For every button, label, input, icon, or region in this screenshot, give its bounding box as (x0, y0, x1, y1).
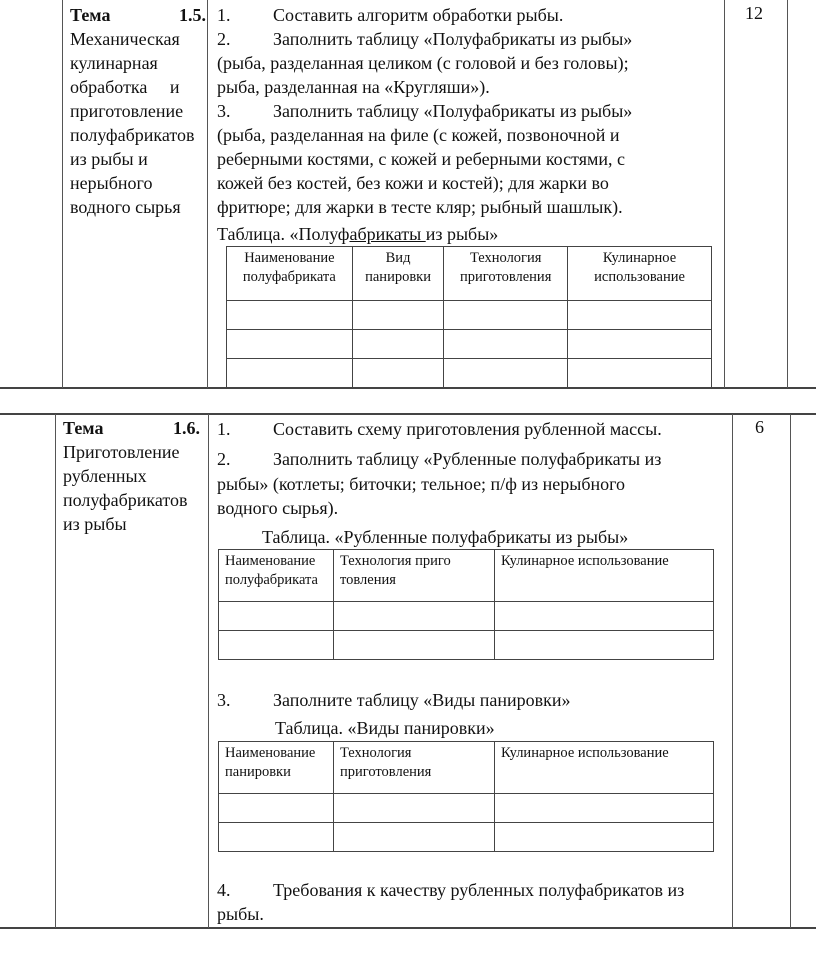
topic-label: Тема (63, 418, 104, 438)
topic-line: Механическая (70, 29, 180, 49)
header-text: товления (340, 572, 396, 588)
column-header (334, 742, 495, 794)
task-text: фритюре; для жарки в тесте кляр; рыбный шашлык). (217, 197, 623, 217)
task-number: 3. (217, 101, 231, 121)
breading-types-table (218, 741, 714, 852)
task-2-cont: водного сырья). (217, 498, 339, 518)
table-cell[interactable] (227, 301, 353, 330)
topic-line: нерыбного (70, 173, 153, 193)
column-header (352, 247, 444, 301)
header-text: приготовления (460, 269, 552, 285)
task-list (217, 3, 632, 219)
column-header (219, 742, 334, 794)
table-cell[interactable] (495, 602, 714, 631)
header-text: полуфабриката (225, 572, 318, 588)
table-cell[interactable] (334, 794, 495, 823)
header-text: полуфабриката (242, 269, 336, 285)
topic-1-5 (70, 3, 206, 219)
table-cell[interactable] (495, 631, 714, 660)
table-cell[interactable] (444, 330, 568, 359)
header-text: использование (594, 269, 685, 285)
column-divider (207, 0, 208, 388)
header-text: Наименование (244, 250, 335, 266)
topic-line: водного сырья (70, 197, 181, 217)
row-divider (0, 413, 816, 415)
header-text: панировки (365, 269, 431, 285)
topic-line: полуфабрикатов (70, 125, 195, 145)
column-divider (732, 414, 733, 928)
column-divider (787, 0, 788, 388)
semi-products-table (226, 246, 712, 388)
task-line (217, 3, 632, 27)
task-line (217, 147, 632, 171)
task-text: реберными костями, с кожей и реберными костями, с (217, 149, 626, 169)
table-cell[interactable] (352, 301, 444, 330)
column-divider (62, 0, 63, 388)
chopped-semi-products-table (218, 549, 714, 660)
column-divider (790, 414, 791, 928)
table-cell[interactable] (568, 359, 712, 388)
topic-line: кулинарная (70, 53, 158, 73)
topic-line: из рыбы (63, 514, 127, 534)
table-cell[interactable] (568, 330, 712, 359)
header-text: Технология (469, 250, 542, 266)
table-cell[interactable] (334, 631, 495, 660)
topic-line: обработка и (70, 77, 180, 97)
table-cell[interactable] (219, 823, 334, 852)
task-line (217, 75, 632, 99)
table-cell[interactable] (568, 301, 712, 330)
table-cell[interactable] (219, 631, 334, 660)
task-text: (рыба, разделанная на филе (с кожей, позвоночной и (217, 125, 620, 145)
table-row (219, 602, 714, 631)
table-row (219, 631, 714, 660)
table-cell[interactable] (334, 602, 495, 631)
column-header (444, 247, 568, 301)
table-cell[interactable] (334, 823, 495, 852)
topic-line: рубленных (63, 466, 147, 486)
header-text: Вид (385, 250, 411, 266)
header-text: Кулинарное использование (501, 745, 669, 761)
topic-line: из рыбы и (70, 149, 148, 169)
table-row (219, 823, 714, 852)
topic-label: Тема (70, 5, 111, 25)
column-header (568, 247, 712, 301)
topic-1-6 (63, 416, 200, 536)
table-cell[interactable] (227, 359, 353, 388)
task-text: кожей без костей, без кожи и костей); для жарки во (217, 173, 609, 193)
column-header (495, 742, 714, 794)
task-text: (рыба, разделанная целиком (с головой и без головы); (217, 53, 629, 73)
header-text: приготовления (340, 764, 432, 780)
header-text: Технология приго (340, 553, 451, 569)
column-divider (208, 414, 209, 928)
topic-line: Приготовление (63, 442, 180, 462)
table-row (227, 330, 712, 359)
topic-number: 1.5. (179, 5, 206, 25)
task-text: Заполнить таблицу «Полуфабрикаты из рыбы» (273, 29, 633, 49)
task-line (217, 27, 632, 51)
table-cell[interactable] (352, 330, 444, 359)
column-divider (724, 0, 725, 388)
hours: 6 (755, 417, 764, 437)
task-number: 1. (217, 5, 231, 25)
task-line (217, 51, 632, 75)
table-header-row (219, 742, 714, 794)
row-divider (0, 927, 816, 929)
task-line (217, 123, 632, 147)
column-header (219, 550, 334, 602)
table-cell[interactable] (219, 602, 334, 631)
table-cell[interactable] (227, 330, 353, 359)
table-caption: Таблица. «Рубленные полуфабрикаты из рыбы» (262, 527, 629, 547)
task-1: 1. Составить схему приготовления рубленной массы. (217, 419, 662, 439)
task-text: Составить алгоритм обработки рыбы. (273, 5, 564, 25)
column-divider (55, 414, 56, 928)
table-row (227, 359, 712, 388)
table-caption: Таблица. «Виды панировки» (275, 718, 495, 738)
task-4: 4. Требования к качеству рубленных полуфабрикатов из (217, 880, 685, 900)
column-header (334, 550, 495, 602)
task-number: 2. (217, 29, 231, 49)
topic-line: полуфабрикатов (63, 490, 188, 510)
topic-line: приготовление (70, 101, 184, 121)
task-line (217, 99, 632, 123)
task-2-cont: рыбы» (котлеты; биточки; тельное; п/ф из нерыбного (217, 474, 626, 494)
table-row (227, 301, 712, 330)
table-header-row (219, 550, 714, 602)
table-caption: Таблица. «Полуфабрикаты из рыбы» (217, 224, 499, 244)
header-text: Наименование (225, 553, 316, 569)
header-text: Кулинарное использование (501, 553, 669, 569)
task-text: рыба, разделанная на «Кругляши»). (217, 77, 490, 97)
task-4-cont: рыбы. (217, 904, 264, 924)
column-header (495, 550, 714, 602)
table-header-row (227, 247, 712, 301)
table-cell[interactable] (219, 794, 334, 823)
table-cell[interactable] (495, 794, 714, 823)
header-text: Наименование (225, 745, 316, 761)
task-3: 3. Заполните таблицу «Виды панировки» (217, 690, 571, 710)
hours: 12 (745, 3, 763, 23)
header-text: панировки (225, 764, 291, 780)
table-cell[interactable] (352, 359, 444, 388)
column-header (227, 247, 353, 301)
header-text: Кулинарное (602, 250, 677, 266)
task-line (217, 195, 632, 219)
table-row (219, 794, 714, 823)
topic-number: 1.6. (173, 418, 200, 438)
table-cell[interactable] (444, 301, 568, 330)
task-2: 2. Заполнить таблицу «Рубленные полуфабрикаты из (217, 449, 662, 469)
task-text: Заполнить таблицу «Полуфабрикаты из рыбы» (273, 101, 633, 121)
table-cell[interactable] (444, 359, 568, 388)
table-cell[interactable] (495, 823, 714, 852)
task-line (217, 171, 632, 195)
header-text: Технология (340, 745, 412, 761)
